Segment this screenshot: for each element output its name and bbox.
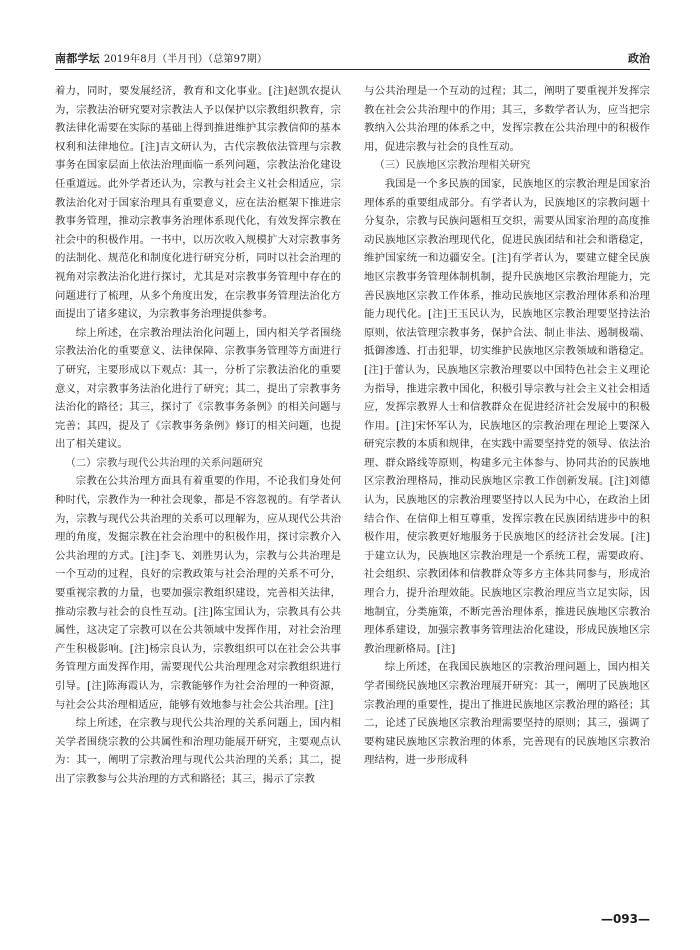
journal-name: 南都学坛	[55, 52, 100, 65]
section-heading: （三）民族地区宗教治理相关研究	[374, 159, 531, 172]
paragraph: 宗教在公共治理方面具有着重要的作用，不论我们身处何种时代，宗教作为一种社会现象，都是不容忽视的。有学者认为，宗教与现代公共治理的关系可以理解为，应从现代公共治理的角度，发掘宗教在社会治理中的积极作用，探讨宗教介入公共治理的方式。[注]李飞、刘胜男认为，宗教与公共治理是一个互动的过程，良好的宗教政策与社会治理的关系不可分，要重视宗教的力量，也要加强宗教组织建设，完善相关法律，推动宗教与社会的良性互动。[注]陈宝国认为，宗教具有公共属性，这决定了宗教可以在公共领域中发挥作用，对社会治理产生积极影响。[注]杨宗良认为，宗教组织可以在社会公共事务管理方面发挥作用，需要现代公共治理理念对宗教组织进行引导。[注]陈海霞认为，宗教能够作为社会治理的一种资源，与社会公共治理相适应，能够有效地参与社会公共治理。[注]	[55, 475, 341, 711]
issue-info: 2019年8月（半月刊）（总第97期）	[103, 54, 268, 65]
paragraph: 我国是一个多民族的国家，民族地区的宗教治理是国家治理体系的重要组成部分。有学者认为，民族地区的宗教问题十分复杂，宗教与民族问题相互交织，需要从国家治理的高度推动民族地区宗教治理现代化，促进民族团结和社会和谐稳定，维护国家统一和边疆安全。[注]有学者认为，要建立健全民族地区宗教事务管理体制机制，提升民族地区宗教治理能力，完善民族地区宗教工作体系，推动民族地区宗教治理体系和治理能力现代化。[注]王玉民认为，民族地区宗教治理要坚持法治原则，依法管理宗教事务，保护合法、制止非法、遏制极端、抵御渗透、打击犯罪，切实维护民族地区宗教领域和谐稳定。[注]于蕾认为，民族地区宗教治理要以中国特色社会主义理论为指导，推进宗教中国化，积极引导宗教与社会主义社会相适应，发挥宗教界人士和信教群众在促进经济社会发展中的积极作用。[注]宋怀军认为，民族地区的宗教治理在理论上要深入研究宗教的本质和规律，在实践中需要坚持党的领导、依法治理、群众路线等原则，构建多元主体参与、协同共治的民族地区宗教治理格局，推动民族地区宗教工作创新发展。[注]刘德认为，民族地区的宗教治理要坚持以人民为中心，在政治上团结合作、在信仰上相互尊重，发挥宗教在民族团结进步中的积极作用，使宗教更好地服务于民族地区的经济社会发展。[注]于建立认为，民族地区宗教治理是一个系统工程，需要政府、社会组织、宗教团体和信教群众等多方主体共同参与，形成治理合力，提升治理效能。民族地区宗教治理应当立足实际，因地制宜，分类施策，不断完善治理体系，推进民族地区宗教治理体系建设，加强宗教事务管理法治化建设，形成民族地区宗教治理新格局。[注]	[364, 177, 650, 655]
paragraph: 着力，同时，要发展经济，教育和文化事业。[注]赵凯农提认为，宗教法治研究要对宗教法人予以保护以宗教组织教育，宗教法律化需要在实际的基础上得到推进维护其宗教信仰的基本权利和法律地位。[注]吉文研认为，古代宗教依法管理与宗教事务在国家层面上依法治理面临一系列问题，宗教法治化建设任重道远。此外学者还认为，宗教与社会主义社会相适应，宗教法治化对于国家治理具有重要意义，应在法治框架下推进宗教事务管理，推动宗教事务治理体系现代化，有效发挥宗教在社会中的积极作用。一书中，以历次收入规模扩大对宗教事务的法制化、规范化和制度化进行研究分析，同时以社会治理的视角对宗教法治化进行探讨，尤其是对宗教事务管理中存在的问题进行了梳理，从多个角度出发，在宗教事务管理法治化方面提出了诸多建议，为宗教事务治理提供参考。	[55, 85, 341, 321]
journal-issue-line	[55, 50, 267, 66]
running-header	[55, 48, 650, 70]
section-heading: （二）宗教与现代公共治理的关系问题研究	[65, 456, 263, 469]
paragraph: 综上所述，在宗教治理法治化问题上，国内相关学者围绕宗教法治化的重要意义、法律保障、宗教事务管理等方面进行了研究，主要形成以下观点：其一，分析了宗教法治化的重要意义，对宗教事务法治化进行了研究；其二，提出了宗教事务法治化的路径；其三，探讨了《宗教事务条例》的相关问题与完善；其四，提及了《宗教事务条例》修订的相关问题，也提出了相关建议。	[55, 326, 341, 451]
paragraph: 与公共治理是一个互动的过程；其二，阐明了要重视并发挥宗教在社会公共治理中的作用；其三，多数学者认为，应当把宗教纳入公共治理的体系之中，发挥宗教在公共治理中的积极作用，促进宗教与社会的良性互动。	[364, 85, 650, 153]
left-column	[55, 82, 341, 920]
right-column	[364, 82, 650, 920]
section-label: 政治	[628, 52, 650, 65]
paragraph: 综上所述，在宗教与现代公共治理的关系问题上，国内相关学者围绕宗教的公共属性和治理功能展开研究，主要观点认为：其一，阐明了宗教治理与现代公共治理的关系；其二，提出了宗教参与公共治理的方式和路径；其三，揭示了宗教	[55, 717, 341, 785]
article-body	[55, 82, 650, 920]
page-number: —093—	[600, 912, 650, 926]
paragraph: 综上所述，在我国民族地区的宗教治理问题上，国内相关学者围绕民族地区宗教治理展开研究：其一，阐明了民族地区宗教治理的重要性，提出了推进民族地区宗教治理的路径；其二，论述了民族地区宗教治理需要坚持的原则；其三，强调了要构建民族地区宗教治理的体系，完善现有的民族地区宗教治理结构，进一步形成科	[364, 661, 650, 767]
